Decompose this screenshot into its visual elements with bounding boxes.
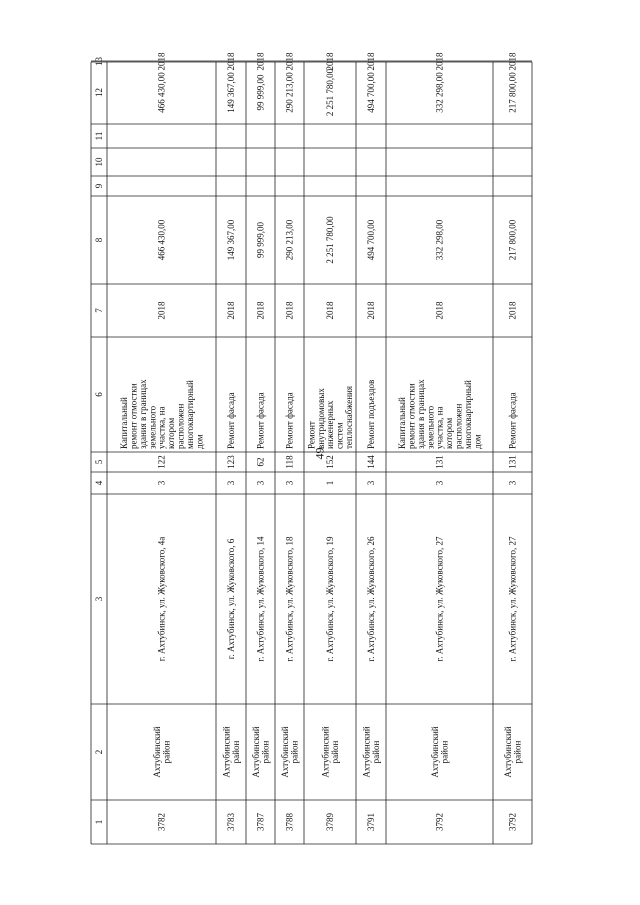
address: [256, 536, 266, 661]
address-line: г. Ахтубинск, ул. Жуковского, 19: [325, 536, 336, 662]
col-4: [285, 480, 295, 485]
work-type: [285, 392, 295, 449]
amount: [366, 219, 376, 260]
amount-line: 494 700,00: [366, 219, 377, 261]
work-type: [256, 392, 266, 449]
address: [226, 538, 236, 659]
region: [152, 726, 171, 777]
amount: [325, 216, 335, 264]
col-5: [256, 458, 266, 467]
region-line: Ахтубинский: [361, 726, 372, 778]
end-year-line: 2018: [366, 52, 377, 71]
col-4-line: 3: [284, 480, 295, 486]
column-number: [94, 480, 104, 485]
work-type-line: Ремонт фасада: [284, 392, 295, 449]
amount: [435, 219, 445, 260]
total-cost: [508, 72, 518, 113]
work-year: [256, 301, 266, 320]
address-line: г. Ахтубинск, ул. Жуковского, 6: [226, 538, 237, 660]
work-type-line: земельного: [425, 405, 436, 449]
end-year: [508, 52, 518, 71]
region: [280, 726, 299, 777]
work-type-line: внутридомовых: [315, 388, 326, 449]
amount: [508, 219, 518, 260]
col-5-line: 131: [434, 455, 445, 469]
column-number: [94, 237, 104, 242]
column-number: [94, 308, 104, 313]
address-line: г. Ахтубинск, ул. Жуковского, 14: [255, 536, 266, 662]
column-number: [94, 820, 104, 825]
column-number: [94, 132, 104, 141]
column-number-line: 4: [94, 480, 105, 486]
column-number: [94, 750, 104, 755]
region: [221, 726, 240, 777]
column-number-line: 10: [94, 157, 105, 167]
repair-schedule-table: [91, 52, 532, 844]
total-cost-line: 99 999,00: [255, 74, 266, 111]
work-year: [157, 301, 167, 320]
work-type: [226, 392, 236, 449]
end-year: [366, 52, 376, 71]
col-4-line: 1: [325, 480, 336, 486]
row-number-line: 3787: [255, 813, 266, 831]
work-type: [508, 392, 518, 449]
work-year: [435, 301, 445, 320]
region-line: Ахтубинский: [429, 726, 440, 778]
total-cost-line: 290 213,00: [284, 72, 295, 113]
row-number-line: 3788: [284, 813, 295, 831]
row-number: [325, 813, 335, 832]
work-type-line: Капитальный: [119, 397, 130, 449]
col-4-line: 3: [226, 480, 237, 486]
col-4-line: 3: [507, 480, 518, 486]
work-type-line: Ремонт подъездов: [366, 379, 377, 449]
work-type-line: многоквартирный: [184, 380, 195, 449]
column-number-line: 11: [94, 131, 105, 141]
col-4-line: 3: [255, 480, 266, 486]
col-5-line: 144: [366, 455, 377, 469]
region: [503, 726, 522, 777]
col-5: [285, 455, 295, 469]
col-5-line: 131: [507, 455, 518, 469]
row-number-line: 3783: [226, 813, 237, 831]
work-type-line: дом: [194, 434, 205, 449]
end-year-line: 2018: [226, 52, 237, 71]
work-year-line: 2018: [226, 301, 237, 320]
total-cost: [226, 72, 236, 113]
region-line: район: [512, 740, 523, 764]
work-type-line: систем: [334, 422, 345, 449]
work-type-line: котором: [444, 417, 455, 449]
total-cost: [256, 74, 266, 111]
work-type: [119, 379, 204, 449]
row-number-line: 3791: [366, 813, 377, 831]
work-type-line: Ремонт: [306, 421, 317, 449]
col-5-line: 152: [325, 455, 336, 469]
work-year: [285, 301, 295, 320]
col-5-line: 118: [284, 455, 295, 469]
work-type: [397, 379, 482, 449]
col-4-line: 3: [366, 480, 377, 486]
work-year-line: 2018: [507, 301, 518, 320]
work-type-line: Ремонт фасада: [255, 392, 266, 449]
work-year: [508, 301, 518, 320]
end-year: [256, 52, 266, 71]
region-line: район: [260, 740, 271, 764]
total-cost: [435, 72, 445, 113]
work-type-line: ремонт отмостки: [128, 383, 139, 449]
work-year-line: 2018: [366, 301, 377, 320]
address: [325, 536, 335, 661]
col-4-line: 3: [156, 480, 167, 486]
work-year-line: 2018: [156, 301, 167, 320]
amount-line: 149 367,00: [226, 219, 237, 261]
row-number: [435, 813, 445, 831]
total-cost: [285, 72, 295, 113]
address-line: г. Ахтубинск, ул. Жуковского, 18: [284, 536, 295, 662]
amount-line: 2 251 780,00: [325, 216, 336, 264]
region-line: район: [289, 740, 300, 764]
amount-line: 99 999,00: [255, 222, 266, 258]
work-type-line: инженерных: [325, 400, 336, 449]
table-grid: [91, 52, 532, 844]
region-line: район: [230, 740, 241, 764]
col-4: [508, 480, 518, 485]
work-type-line: земельного: [147, 405, 158, 449]
column-number: [94, 183, 104, 188]
column-number-line: 12: [94, 88, 105, 97]
column-number-line: 3: [94, 596, 105, 602]
total-cost-line: 332 298,00: [434, 72, 445, 113]
region-line: район: [329, 740, 340, 764]
region: [320, 726, 339, 777]
total-cost-line: 2 251 780,00: [325, 68, 336, 117]
work-type: [306, 386, 354, 449]
row-number-line: 3792: [507, 813, 518, 831]
work-type-line: Капитальный: [397, 397, 408, 449]
col-4: [157, 480, 167, 485]
column-number-line: 6: [94, 392, 105, 397]
column-number-line: 7: [94, 308, 105, 313]
address-line: г. Ахтубинск, ул. Жуковского, 4а: [156, 536, 167, 662]
amount-line: 290 213,00: [284, 219, 295, 261]
end-year: [226, 52, 236, 71]
work-type-line: котором: [166, 417, 177, 449]
amount-line: 332 298,00: [434, 219, 445, 261]
end-year-line: 2018: [507, 52, 518, 71]
work-type-line: расположен: [453, 403, 464, 449]
work-type: [366, 380, 376, 449]
column-number: [94, 596, 104, 601]
address: [157, 537, 167, 661]
row-number-line: 3792: [434, 813, 445, 831]
column-number-line: 1: [94, 819, 105, 825]
end-year: [435, 52, 445, 71]
end-year-line: 2018: [156, 52, 167, 71]
row-number: [226, 813, 236, 832]
row-number: [508, 813, 518, 831]
work-type-line: здания в границах: [415, 379, 426, 449]
column-number: [94, 392, 104, 397]
column-number: [94, 459, 104, 464]
end-year: [285, 52, 295, 71]
address-line: г. Ахтубинск, ул. Жуковского, 27: [434, 536, 445, 662]
work-year: [325, 301, 335, 320]
total-cost-line: 149 367,00: [226, 72, 237, 113]
address: [435, 536, 445, 661]
total-cost: [157, 72, 167, 113]
row-number: [157, 813, 167, 831]
column-number-line: 9: [94, 183, 105, 189]
end-year: [157, 52, 167, 71]
total-cost: [325, 68, 335, 116]
work-year: [366, 301, 376, 320]
end-year-line: 2018: [434, 52, 445, 71]
work-type-line: расположен: [175, 403, 186, 449]
work-type-line: участка, на: [156, 406, 167, 449]
work-year-line: 2018: [284, 301, 295, 320]
column-number: [94, 88, 104, 97]
address-line: г. Ахтубинск, ул. Жуковского, 27: [507, 536, 518, 662]
col-4: [366, 480, 376, 485]
column-number-line: 2: [94, 749, 105, 755]
region-line: Ахтубинский: [151, 726, 162, 778]
work-type-line: дом: [472, 434, 483, 449]
row-number-line: 3782: [156, 813, 167, 831]
region: [430, 726, 449, 777]
work-year-line: 2018: [255, 301, 266, 320]
amount: [256, 222, 266, 259]
col-4: [435, 480, 445, 485]
column-number: [94, 57, 104, 67]
region-line: район: [161, 740, 172, 764]
end-year-line: 2018: [325, 52, 336, 71]
row-number: [285, 813, 295, 832]
col-5-line: 122: [156, 455, 167, 469]
region-line: район: [439, 740, 450, 764]
region-line: Ахтубинский: [320, 726, 331, 778]
work-type-line: здания в границах: [137, 379, 148, 449]
end-year-line: 2018: [255, 52, 266, 71]
total-cost-line: 494 700,00: [366, 72, 377, 113]
region-line: Ахтубинский: [279, 726, 290, 778]
col-5: [157, 455, 167, 469]
col-4-line: 3: [434, 480, 445, 486]
column-number-line: 13: [94, 57, 105, 66]
work-type-line: теплоснабжения: [343, 386, 354, 449]
col-5: [435, 455, 445, 469]
col-5: [508, 455, 518, 469]
region: [251, 726, 270, 777]
row-number-line: 3789: [325, 813, 336, 831]
amount-line: 217 800,00: [507, 219, 518, 261]
total-cost-line: 466 430,00: [156, 72, 167, 113]
col-4: [325, 481, 335, 486]
address: [508, 536, 518, 661]
col-5: [226, 455, 236, 469]
col-4: [226, 480, 236, 485]
col-5-line: 62: [255, 457, 266, 467]
column-number: [94, 157, 104, 167]
work-type-line: Ремонт фасада: [507, 392, 518, 449]
page-number: 49: [312, 447, 327, 460]
region-line: Ахтубинский: [250, 726, 261, 778]
work-year: [226, 301, 236, 320]
row-number: [256, 813, 266, 832]
address: [285, 536, 295, 661]
amount-line: 466 430,00: [156, 219, 167, 261]
work-year-line: 2018: [434, 301, 445, 320]
work-type-line: участка, на: [434, 406, 445, 449]
col-4: [256, 480, 266, 485]
region-line: Ахтубинский: [502, 726, 513, 778]
amount: [285, 219, 295, 260]
amount: [157, 219, 167, 260]
amount: [226, 219, 236, 260]
region-line: Ахтубинский: [221, 726, 232, 778]
work-type-line: Ремонт фасада: [226, 392, 237, 449]
work-type-line: многоквартирный: [462, 380, 473, 449]
total-cost-line: 217 800,00: [507, 72, 518, 113]
column-number-line: 5: [94, 459, 105, 465]
col-5-line: 123: [226, 455, 237, 469]
work-type-line: ремонт отмостки: [406, 383, 417, 449]
end-year-line: 2018: [284, 52, 295, 71]
region-line: район: [370, 740, 381, 764]
column-number-line: 8: [94, 237, 105, 243]
work-year-line: 2018: [325, 301, 336, 320]
col-5: [325, 455, 335, 469]
row-number: [366, 813, 376, 831]
region: [361, 726, 380, 777]
end-year: [325, 52, 335, 71]
address-line: г. Ахтубинск, ул. Жуковского, 26: [366, 536, 377, 662]
total-cost: [366, 72, 376, 113]
col-5: [366, 455, 376, 469]
address: [366, 536, 376, 661]
